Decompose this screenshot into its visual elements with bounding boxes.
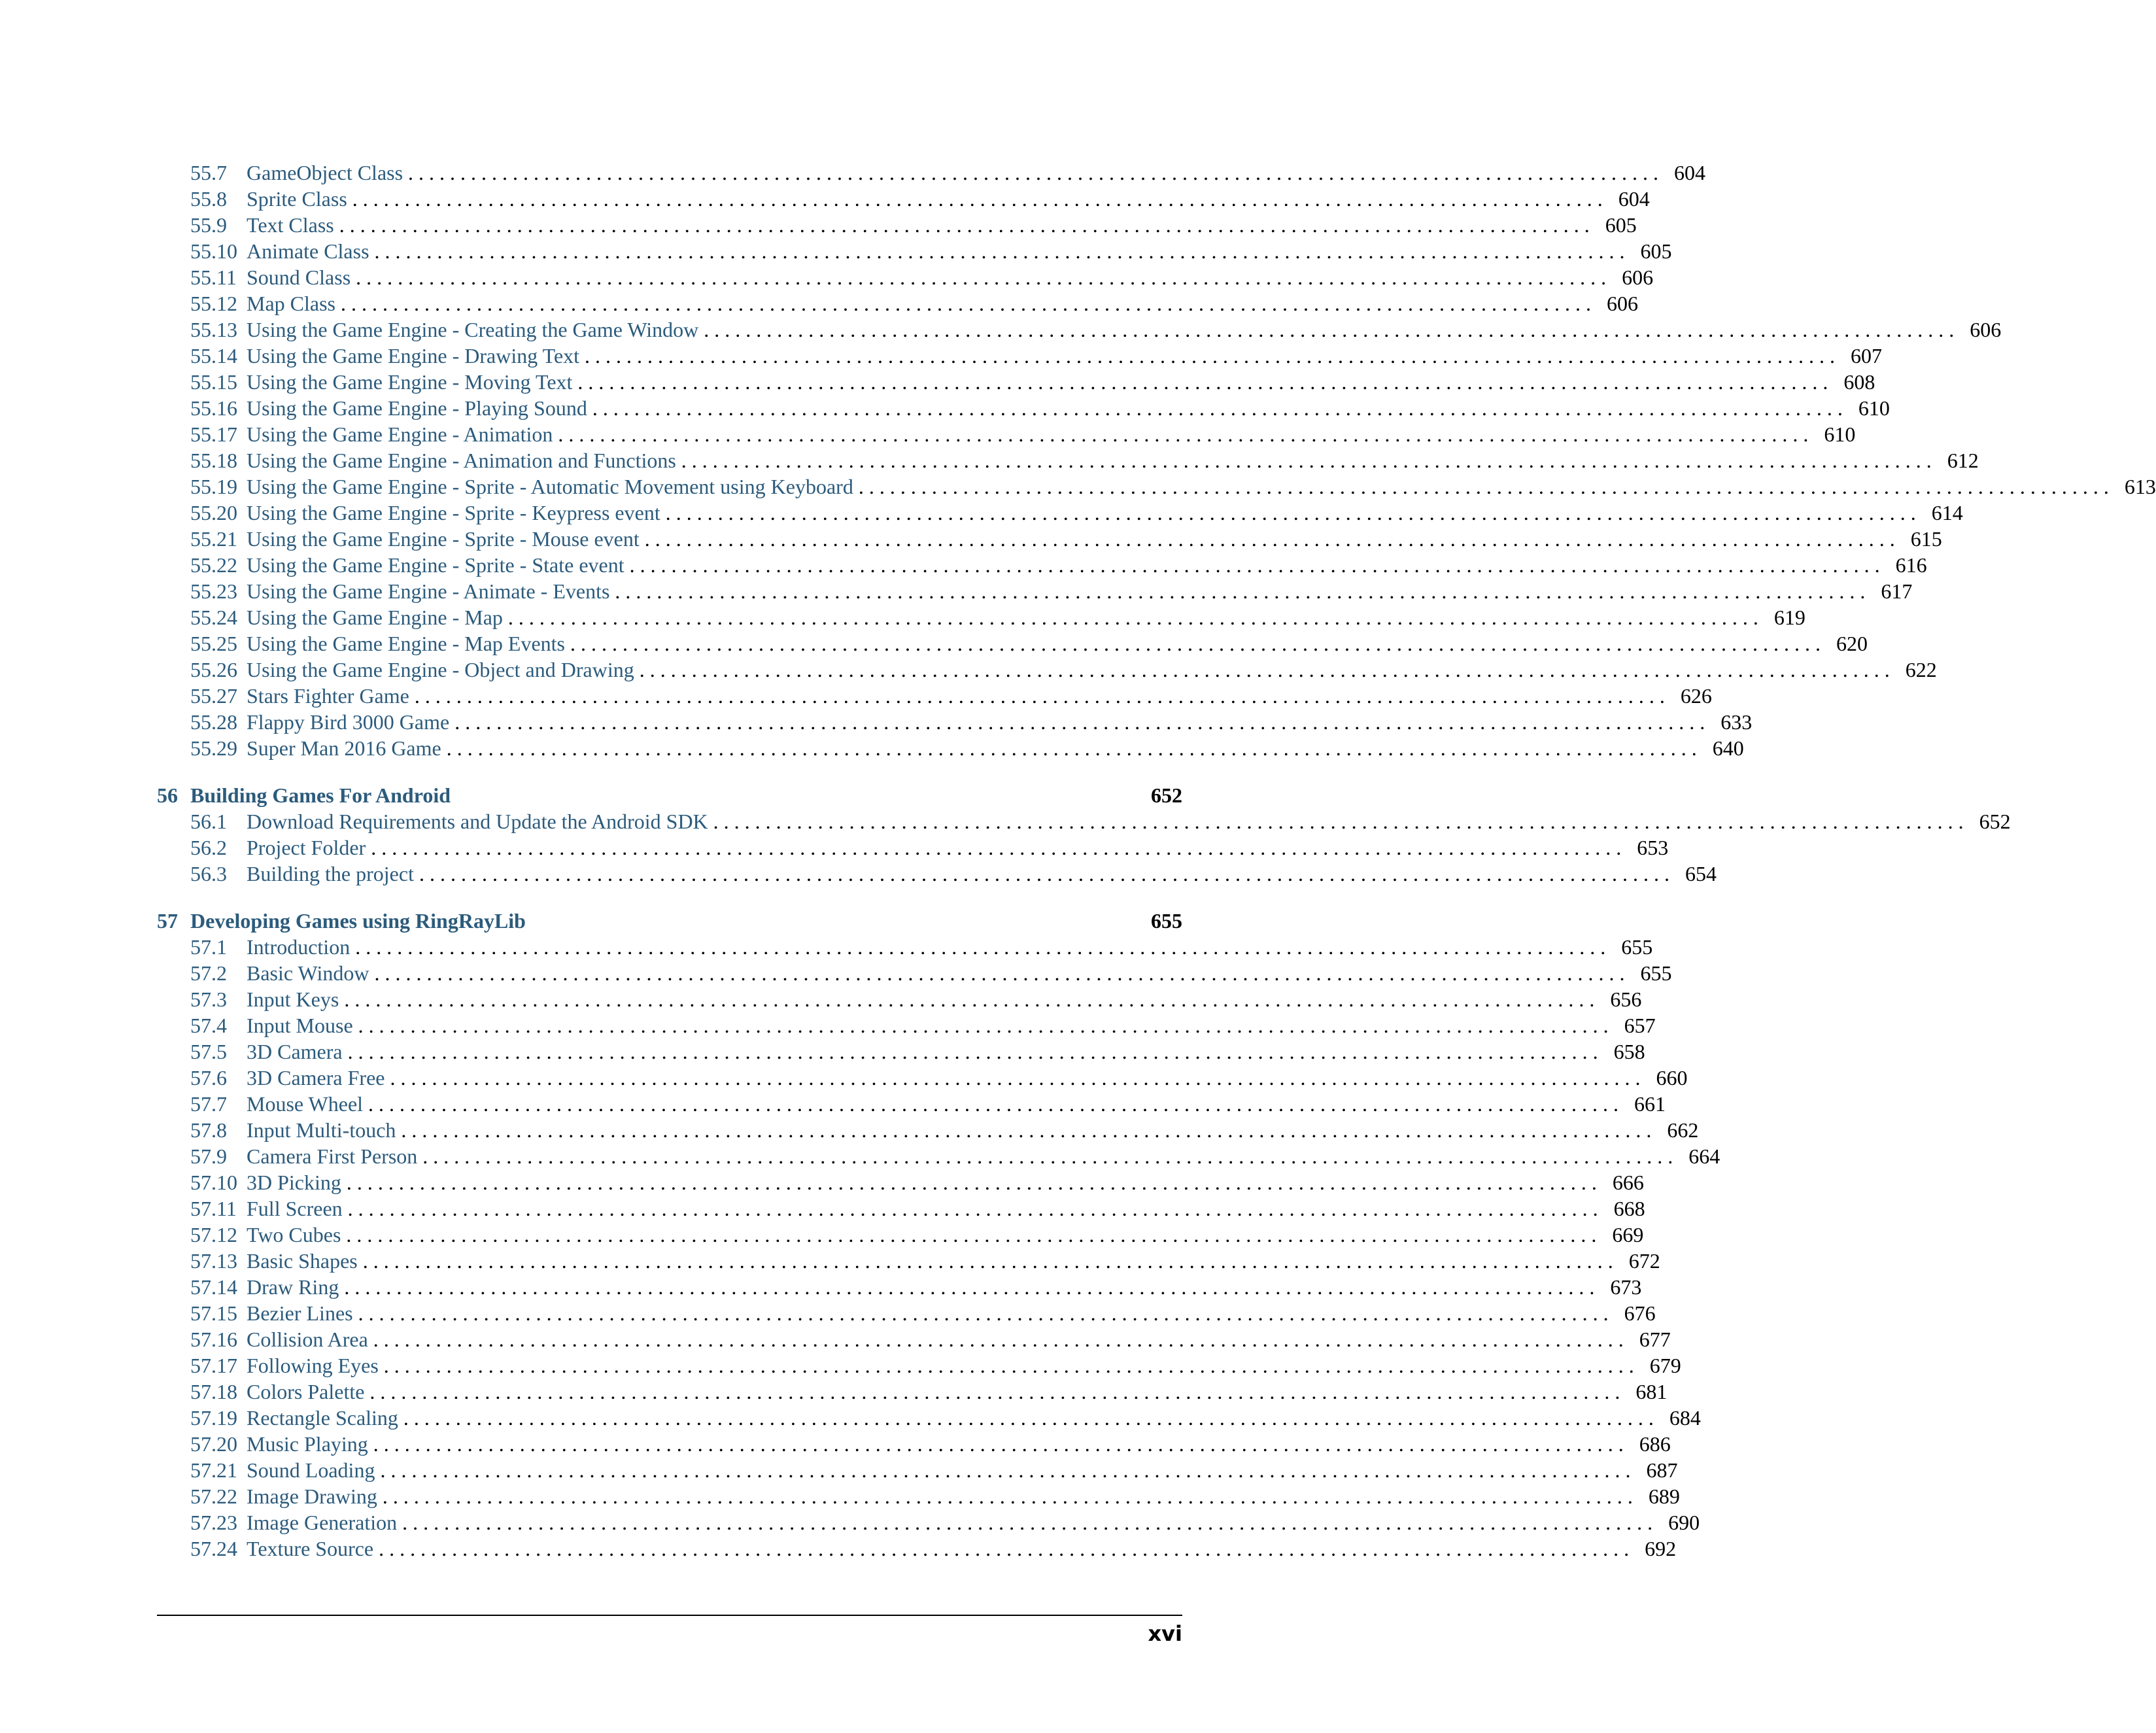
toc-entry-page: 605 bbox=[1605, 213, 1637, 237]
toc-entry[interactable] bbox=[157, 604, 1805, 630]
dot-leader: . . . . . . . . . . . . . . . . . . . . . . . . . . . . . . . . . . . . . . . . . . . . . . . . . . . . . . . . . . . . . . . . . . . . . . . . . . . . . . . . . . . . . . . . . . . . . . . . . . . . . . . . . . . . . . . . . . . . . . . . bbox=[379, 1537, 1630, 1560]
toc-entry-page: 610 bbox=[1824, 422, 1856, 446]
toc-entry-number[interactable]: 56.1 bbox=[190, 810, 227, 833]
toc-entry-number[interactable]: 55.22 bbox=[190, 553, 237, 577]
dot-leader: . . . . . . . . . . . . . . . . . . . . . . . . . . . . . . . . . . . . . . . . . . . . . . . . . . . . . . . . . . . . . . . . . . . . . . . . . . . . . . . . . . . . . . . . . . . . . . . . . . . . . . . . . . . . . . . . . . . . . . . . bbox=[585, 344, 1836, 368]
toc-entry-title[interactable]: 3D Camera bbox=[247, 1040, 343, 1063]
toc-entry[interactable] bbox=[157, 1012, 1656, 1038]
toc-entry-page: 613 bbox=[2124, 475, 2156, 498]
toc-entry-number[interactable]: 57.15 bbox=[190, 1301, 237, 1325]
toc-entry[interactable] bbox=[157, 1222, 1644, 1248]
toc-entry-number[interactable]: 55.8 bbox=[190, 187, 227, 211]
toc-entry-page: 676 bbox=[1624, 1301, 1656, 1325]
toc-entry-title[interactable]: Super Man 2016 Game bbox=[247, 736, 441, 760]
toc-entry-title[interactable]: Project Folder bbox=[247, 836, 366, 859]
toc-entry[interactable] bbox=[157, 1169, 1644, 1195]
dot-leader: . . . . . . . . . . . . . . . . . . . . . . . . . . . . . . . . . . . . . . . . . . . . . . . . . . . . . . . . . . . . . . . . . . . . . . . . . . . . . . . . . . . . . . . . . . . . . . . . . . . . . . . . . . . . . . . . . . . . . . . . bbox=[356, 266, 1607, 289]
toc-entry-number[interactable]: 55.25 bbox=[190, 632, 237, 655]
toc-entry-number[interactable]: 55.11 bbox=[190, 266, 237, 289]
toc-entry[interactable] bbox=[157, 657, 1937, 683]
toc-entry[interactable] bbox=[157, 1117, 1699, 1143]
dot-leader: . . . . . . . . . . . . . . . . . . . . . . . . . . . . . . . . . . . . . . . . . . . . . . . . . . . . . . . . . . . . . . . . . . . . . . . . . . . . . . . . . . . . . . . . . . . . . . . . . . . . . . . . . . . . . . . . . . . . . . . . bbox=[639, 658, 1890, 681]
toc-entry-page: 692 bbox=[1645, 1537, 1677, 1560]
toc-entry-page: 657 bbox=[1624, 1014, 1656, 1037]
toc-entry-number[interactable]: 57.8 bbox=[190, 1118, 227, 1142]
toc-entry-number[interactable]: 57.4 bbox=[190, 1014, 227, 1037]
dot-leader: . . . . . . . . . . . . . . . . . . . . . . . . . . . . . . . . . . . . . . . . . . . . . . . . . . . . . . . . . . . . . . . . . . . . . . . . . . . . . . . . . . . . . . . . . . . . . . . . . . . . . . . . . . . . . . . . . . . . . . . . bbox=[382, 1484, 1633, 1508]
toc-entry-title[interactable]: Mouse Wheel bbox=[247, 1092, 364, 1116]
toc-entry-title[interactable]: Animate Class bbox=[247, 239, 369, 263]
toc-entry-number[interactable]: 57.23 bbox=[190, 1511, 237, 1534]
toc-entry[interactable] bbox=[157, 343, 1883, 369]
toc-entry-title[interactable]: Using the Game Engine - Sprite - Mouse event bbox=[247, 527, 640, 551]
dot-leader: . . . . . . . . . . . . . . . . . . . . . . . . . . . . . . . . . . . . . . . . . . . . . . . . . . . . . . . . . . . . . . . . . . . . . . . . . . . . . . . . . . . . . . . . . . . . . . . . . . . . . . . . . . . . . . . . . . . . . . . . bbox=[358, 1014, 1609, 1037]
dot-leader: . . . . . . . . . . . . . . . . . . . . . . . . . . . . . . . . . . . . . . . . . . . . . . . . . . . . . . . . . . . . . . . . . . . . . . . . . . . . . . . . . . . . . . . . . . . . . . . . . . . . . . . . . . . . . . . . . . . . . . . . bbox=[681, 449, 1932, 472]
dot-leader: . . . . . . . . . . . . . . . . . . . . . . . . . . . . . . . . . . . . . . . . . . . . . . . . . . . . . . . . . . . . . . . . . . . . . . . . . . . . . . . . . . . . . . . . . . . . . . . . . . . . . . . . . . . . . . . . . . . . . . . . bbox=[403, 1406, 1654, 1430]
toc-entry[interactable] bbox=[157, 808, 2011, 834]
toc-entry-page: 669 bbox=[1612, 1223, 1644, 1246]
toc-entry-page: 615 bbox=[1910, 527, 1942, 551]
toc-entry-page: 614 bbox=[1931, 501, 1963, 524]
dot-leader: . . . . . . . . . . . . . . . . . . . . . . . . . . . . . . . . . . . . . . . . . . . . . . . . . . . . . . . . . . . . . . . . . . . . . . . . . . . . . . . . . . . . . . . . . . . . . . . . . . . . . . . . . . . . . . . . . . . . . . . . bbox=[507, 606, 1758, 629]
toc-entry-title[interactable]: Map Class bbox=[247, 292, 335, 315]
toc-entry-number[interactable]: 57.19 bbox=[190, 1406, 237, 1430]
toc-entry-page: 612 bbox=[1947, 449, 1979, 472]
toc-entry-page: 677 bbox=[1639, 1328, 1671, 1351]
dot-leader: . . . . . . . . . . . . . . . . . . . . . . . . . . . . . . . . . . . . . . . . . . . . . . . . . . . . . . . . . . . . . . . . . . . . . . . . . . . . . . . . . . . . . . . . . . . . . . . . . . . . . . . . . . . . . . . . . . . . . . . . bbox=[414, 684, 1665, 708]
toc-entry[interactable] bbox=[157, 264, 1654, 290]
toc-entry[interactable] bbox=[157, 473, 2156, 500]
toc-entry-title[interactable]: Download Requirements and Update the Android SDK bbox=[247, 810, 708, 833]
toc-entry-number[interactable]: 57.13 bbox=[190, 1249, 237, 1273]
toc-entry-number[interactable]: 55.20 bbox=[190, 501, 237, 524]
toc-entry-number[interactable]: 57.2 bbox=[190, 961, 227, 985]
dot-leader: . . . . . . . . . . . . . . . . . . . . . . . . . . . . . . . . . . . . . . . . . . . . . . . . . . . . . . . . . . . . . . . . . . . . . . . . . . . . . . . . . . . . . . . . . . . . . . . . . . . . . . . . . . . . . . . . . . . . . . . . bbox=[346, 1171, 1597, 1194]
toc-entry[interactable] bbox=[157, 1143, 1720, 1169]
toc-entry-title[interactable]: Draw Ring bbox=[247, 1275, 339, 1299]
toc-entry-number[interactable]: 55.13 bbox=[190, 318, 237, 341]
dot-leader: . . . . . . . . . . . . . . . . . . . . . . . . . . . . . . . . . . . . . . . . . . . . . . . . . . . . . . . . . . . . . . . . . . . . . . . . . . . . . . . . . . . . . . . . . . . . . . . . . . . . . . . . . . . . . . . . . . . . . . . . bbox=[380, 1458, 1631, 1482]
dot-leader: . . . . . . . . . . . . . . . . . . . . . . . . . . . . . . . . . . . . . . . . . . . . . . . . . . . . . . . . . . . . . . . . . . . . . . . . . . . . . . . . . . . . . . . . . . . . . . . . . . . . . . . . . . . . . . . . . . . . . . . . bbox=[373, 1432, 1624, 1456]
toc-entry-page: 689 bbox=[1648, 1484, 1680, 1508]
toc-entry-number[interactable]: 55.23 bbox=[190, 579, 237, 603]
toc-entry-number[interactable]: 57.9 bbox=[190, 1144, 227, 1168]
toc-entry-number[interactable]: 55.16 bbox=[190, 396, 237, 420]
toc-entry-title[interactable]: Full Screen bbox=[247, 1197, 343, 1220]
dot-leader: . . . . . . . . . . . . . . . . . . . . . . . . . . . . . . . . . . . . . . . . . . . . . . . . . . . . . . . . . . . . . . . . . . . . . . . . . . . . . . . . . . . . . . . . . . . . . . . . . . . . . . . . . . . . . . . . . . . . . . . . bbox=[346, 1223, 1597, 1246]
toc-entry-number[interactable]: 56.3 bbox=[190, 862, 227, 885]
toc-entry-page: 619 bbox=[1773, 606, 1805, 629]
toc-entry-title[interactable]: Using the Game Engine - Moving Text bbox=[247, 370, 573, 394]
toc-entry[interactable] bbox=[157, 1536, 1677, 1562]
toc-entry-page: 606 bbox=[1970, 318, 2002, 341]
toc-entry-title[interactable]: Input Mouse bbox=[247, 1014, 353, 1037]
toc-entry-title[interactable]: Sprite Class bbox=[247, 187, 347, 211]
toc-entry-title[interactable]: Using the Game Engine - Sprite - Automatic Movement using Keyboard bbox=[247, 475, 853, 498]
toc-entry-page: 633 bbox=[1720, 710, 1753, 734]
dot-leader: . . . . . . . . . . . . . . . . . . . . . . . . . . . . . . . . . . . . . . . . . . . . . . . . . . . . . . . . . . . . . . . . . . . . . . . . . . . . . . . . . . . . . . . . . . . . . . . . . . . . . . . . . . . . . . . . . . . . . . . . bbox=[374, 961, 1625, 985]
toc-entry-number[interactable]: 56.2 bbox=[190, 836, 227, 859]
toc-entry-number[interactable]: 57.21 bbox=[190, 1458, 237, 1482]
toc-entry-title[interactable]: Building the project bbox=[247, 862, 414, 885]
toc-entry-title[interactable]: Texture Source bbox=[247, 1537, 374, 1560]
toc-entry-title[interactable]: Input Keys bbox=[247, 987, 339, 1011]
toc-entry-title[interactable]: Rectangle Scaling bbox=[247, 1406, 398, 1430]
toc-entry-page: 666 bbox=[1612, 1171, 1644, 1194]
toc-entry-title[interactable]: Using the Game Engine - Creating the Game Window bbox=[247, 318, 699, 341]
toc-entry-title[interactable]: Bezier Lines bbox=[247, 1301, 353, 1325]
dot-leader: . . . . . . . . . . . . . . . . . . . . . . . . . . . . . . . . . . . . . . . . . . . . . . . . . . . . . . . . . . . . . . . . . . . . . . . . . . . . . . . . . . . . . . . . . . . . . . . . . . . . . . . . . . . . . . . . . . . . . . . . bbox=[629, 553, 1880, 577]
toc-entry[interactable] bbox=[157, 1352, 1681, 1379]
dot-leader: . . . . . . . . . . . . . . . . . . . . . . . . . . . . . . . . . . . . . . . . . . . . . . . . . . . . . . . . . . . . . . . . . . . . . . . . . . . . . . . . . . . . . . . . . . . . . . . . . . . . . . . . . . . . . . . . . . . . . . . . bbox=[422, 1144, 1673, 1168]
dot-leader: . . . . . . . . . . . . . . . . . . . . . . . . . . . . . . . . . . . . . . . . . . . . . . . . . . . . . . . . . . . . . . . . . . . . . . . . . . . . . . . . . . . . . . . . . . . . . . . . . . . . . . . . . . . . . . . . . . . . . . . . bbox=[454, 710, 1705, 734]
toc-entry-number[interactable]: 57.3 bbox=[190, 987, 227, 1011]
toc-entry[interactable] bbox=[157, 861, 1717, 887]
dot-leader: . . . . . . . . . . . . . . . . . . . . . . . . . . . . . . . . . . . . . . . . . . . . . . . . . . . . . . . . . . . . . . . . . . . . . . . . . . . . . . . . . . . . . . . . . . . . . . . . . . . . . . . . . . . . . . . . . . . . . . . . bbox=[373, 1328, 1624, 1351]
toc-entry[interactable] bbox=[157, 447, 1979, 473]
toc-entry[interactable] bbox=[157, 986, 1642, 1012]
toc-entry-page: 653 bbox=[1637, 836, 1669, 859]
dot-leader: . . . . . . . . . . . . . . . . . . . . . . . . . . . . . . . . . . . . . . . . . . . . . . . . . . . . . . . . . . . . . . . . . . . . . . . . . . . . . . . . . . . . . . . . . . . . . . . . . . . . . . . . . . . . . . . . . . . . . . . . bbox=[558, 422, 1809, 446]
dot-leader: . . . . . . . . . . . . . . . . . . . . . . . . . . . . . . . . . . . . . . . . . . . . . . . . . . . . . . . . . . . . . . . . . . . . . . . . . . . . . . . . . . . . . . . . . . . . . . . . . . . . . . . . . . . . . . . . . . . . . . . . bbox=[402, 1511, 1653, 1534]
toc-entry-page: 654 bbox=[1685, 862, 1717, 885]
toc-entry-page: 684 bbox=[1669, 1406, 1701, 1430]
toc-chapter-number[interactable]: 57 bbox=[157, 909, 178, 933]
footer-rule bbox=[157, 1615, 1182, 1616]
toc-entry-title[interactable]: Using the Game Engine - Map bbox=[247, 606, 503, 629]
toc-entry-page: 604 bbox=[1674, 161, 1706, 184]
toc-entry[interactable] bbox=[157, 160, 1706, 186]
dot-leader: . . . . . . . . . . . . . . . . . . . . . . . . . . . . . . . . . . . . . . . . . . . . . . . . . . . . . . . . . . . . . . . . . . . . . . . . . . . . . . . . . . . . . . . . . . . . . . . . . . . . . . . . . . . . . . . . . . . . . . . . bbox=[401, 1118, 1652, 1142]
toc-entry-page: 672 bbox=[1628, 1249, 1660, 1273]
toc-entry-page: 673 bbox=[1610, 1275, 1642, 1299]
toc-entry-title[interactable]: Basic Shapes bbox=[247, 1249, 358, 1273]
toc-entry[interactable] bbox=[157, 212, 1637, 238]
toc-entry[interactable] bbox=[157, 421, 1856, 447]
toc-entry[interactable] bbox=[157, 552, 1927, 578]
toc-entry-title[interactable]: Using the Game Engine - Animation bbox=[247, 422, 553, 446]
toc-entry[interactable] bbox=[157, 395, 1890, 421]
toc-entry-page: 664 bbox=[1688, 1144, 1720, 1168]
toc-entry[interactable] bbox=[157, 1038, 1645, 1065]
toc-entry-title[interactable]: Input Multi-touch bbox=[247, 1118, 396, 1142]
toc-entry-number[interactable]: 55.28 bbox=[190, 710, 237, 734]
toc-entry[interactable] bbox=[157, 526, 1942, 552]
toc-entry[interactable] bbox=[157, 1405, 1701, 1431]
toc-entry-page: 610 bbox=[1858, 396, 1890, 420]
toc-entry-number[interactable]: 55.7 bbox=[190, 161, 227, 184]
toc-entry[interactable] bbox=[157, 1509, 1700, 1536]
dot-leader: . . . . . . . . . . . . . . . . . . . . . . . . . . . . . . . . . . . . . . . . . . . . . . . . . . . . . . . . . . . . . . . . . . . . . . . . . . . . . . . . . . . . . . . . . . . . . . . . . . . . . . . . . . . . . . . . . . . . . . . . bbox=[355, 935, 1606, 959]
toc-entry-title[interactable]: Image Drawing bbox=[247, 1484, 377, 1508]
toc-entry-title[interactable]: Collision Area bbox=[247, 1328, 368, 1351]
dot-leader: . . . . . . . . . . . . . . . . . . . . . . . . . . . . . . . . . . . . . . . . . . . . . . . . . . . . . . . . . . . . . . . . . . . . . . . . . . . . . . . . . . . . . . . . . . . . . . . . . . . . . . . . . . . . . . . . . . . . . . . . bbox=[577, 370, 1828, 394]
toc-entry-page: 660 bbox=[1656, 1066, 1688, 1090]
toc-entry-page: 616 bbox=[1895, 553, 1927, 577]
toc-entry-page: 661 bbox=[1634, 1092, 1666, 1116]
toc-entry[interactable] bbox=[157, 317, 2002, 343]
toc-entry-number[interactable]: 55.24 bbox=[190, 606, 237, 629]
toc-entry-title[interactable]: Music Playing bbox=[247, 1432, 368, 1456]
toc-entry-title[interactable]: GameObject Class bbox=[247, 161, 403, 184]
dot-leader: . . . . . . . . . . . . . . . . . . . . . . . . . . . . . . . . . . . . . . . . . . . . . . . . . . . . . . . . . . . . . . . . . . . . . . . . . . . . . . . . . . . . . . . . . . . . . . . . . . . . . . . . . . . . . . . . . . . . . . . . bbox=[390, 1066, 1641, 1090]
toc-entry-page: 681 bbox=[1635, 1380, 1668, 1403]
dot-leader: . . . . . . . . . . . . . . . . . . . . . . . . . . . . . . . . . . . . . . . . . . . . . . . . . . . . . . . . . . . . . . . . . . . . . . . . . . . . . . . . . . . . . . . . . . . . . . . . . . . . . . . . . . . . . . . . . . . . . . . . bbox=[344, 1275, 1595, 1299]
toc-entry-number[interactable]: 55.27 bbox=[190, 684, 237, 708]
toc-entry-number[interactable]: 57.24 bbox=[190, 1537, 237, 1560]
toc-entry[interactable] bbox=[157, 1457, 1678, 1483]
toc-entry[interactable] bbox=[157, 369, 1875, 395]
toc-entry-number[interactable]: 57.18 bbox=[190, 1380, 237, 1403]
toc-entry-title[interactable]: Introduction bbox=[247, 935, 351, 959]
toc-entry-page: 606 bbox=[1622, 266, 1654, 289]
dot-leader: . . . . . . . . . . . . . . . . . . . . . . . . . . . . . . . . . . . . . . . . . . . . . . . . . . . . . . . . . . . . . . . . . . . . . . . . . . . . . . . . . . . . . . . . . . . . . . . . . . . . . . . . . . . . . . . . . . . . . . . . bbox=[592, 396, 1843, 420]
dot-leader: . . . . . . . . . . . . . . . . . . . . . . . . . . . . . . . . . . . . . . . . . . . . . . . . . . . . . . . . . . . . . . . . . . . . . . . . . . . . . . . . . . . . . . . . . . . . . . . . . . . . . . . . . . . . . . . . . . . . . . . . bbox=[665, 501, 1916, 524]
toc-entry-page: 606 bbox=[1607, 292, 1638, 315]
dot-leader: . . . . . . . . . . . . . . . . . . . . . . . . . . . . . . . . . . . . . . . . . . . . . . . . . . . . . . . . . . . . . . . . . . . . . . . . . . . . . . . . . . . . . . . . . . . . . . . . . . . . . . . . . . . . . . . . . . . . . . . . bbox=[704, 318, 1955, 341]
toc-entry[interactable] bbox=[157, 578, 1913, 604]
toc-entry[interactable] bbox=[157, 1300, 1656, 1326]
toc-entry-number[interactable]: 57.12 bbox=[190, 1223, 237, 1246]
toc-entry-page: 652 bbox=[1979, 810, 2011, 833]
dot-leader: . . . . . . . . . . . . . . . . . . . . . . . . . . . . . . . . . . . . . . . . . . . . . . . . . . . . . . . . . . . . . . . . . . . . . . . . . . . . . . . . . . . . . . . . . . . . . . . . . . . . . . . . . . . . . . . . . . . . . . . . bbox=[383, 1354, 1634, 1377]
toc-entry-number[interactable]: 57.6 bbox=[190, 1066, 227, 1090]
toc-entry[interactable] bbox=[157, 735, 1744, 761]
dot-leader: . . . . . . . . . . . . . . . . . . . . . . . . . . . . . . . . . . . . . . . . . . . . . . . . . . . . . . . . . . . . . . . . . . . . . . . . . . . . . . . . . . . . . . . . . . . . . . . . . . . . . . . . . . . . . . . . . . . . . . . . bbox=[570, 632, 1821, 655]
toc-entry-title[interactable]: Basic Window bbox=[247, 961, 369, 985]
toc-entry[interactable] bbox=[157, 1379, 1668, 1405]
toc-entry-number[interactable]: 55.14 bbox=[190, 344, 237, 368]
toc-entry[interactable] bbox=[157, 630, 1868, 657]
toc-entry-title[interactable]: Stars Fighter Game bbox=[247, 684, 409, 708]
toc-entry[interactable] bbox=[157, 934, 1653, 960]
toc-entry-title[interactable]: 3D Picking bbox=[247, 1171, 341, 1194]
dot-leader: . . . . . . . . . . . . . . . . . . . . . . . . . . . . . . . . . . . . . . . . . . . . . . . . . . . . . . . . . . . . . . . . . . . . . . . . . . . . . . . . . . . . . . . . . . . . . . . . . . . . . . . . . . . . . . . . . . . . . . . . bbox=[858, 475, 2109, 498]
toc-entry[interactable] bbox=[157, 1274, 1642, 1300]
toc-chapter-title[interactable]: Building Games For Android bbox=[190, 783, 451, 807]
dot-leader: . . . . . . . . . . . . . . . . . . . . . . . . . . . . . . . . . . . . . . . . . . . . . . . . . . . . . . . . . . . . . . . . . . . . . . . . . . . . . . . . . . . . . . . . . . . . . . . . . . . . . . . . . . . . . . . . . . . . . . . . bbox=[371, 836, 1622, 859]
toc-chapter[interactable] bbox=[157, 782, 1182, 808]
toc-entry-title[interactable]: Image Generation bbox=[247, 1511, 398, 1534]
toc-entry-number[interactable]: 55.18 bbox=[190, 449, 237, 472]
toc-entry-number[interactable]: 57.7 bbox=[190, 1092, 227, 1116]
toc-entry-number[interactable]: 55.12 bbox=[190, 292, 237, 315]
toc-entry-title[interactable]: 3D Camera Free bbox=[247, 1066, 385, 1090]
toc-entry-title[interactable]: Using the Game Engine - Playing Sound bbox=[247, 396, 587, 420]
dot-leader: . . . . . . . . . . . . . . . . . . . . . . . . . . . . . . . . . . . . . . . . . . . . . . . . . . . . . . . . . . . . . . . . . . . . . . . . . . . . . . . . . . . . . . . . . . . . . . . . . . . . . . . . . . . . . . . . . . . . . . . . bbox=[713, 810, 1964, 833]
toc-entry-number[interactable]: 57.11 bbox=[190, 1197, 237, 1220]
toc-entry-number[interactable]: 55.9 bbox=[190, 213, 227, 237]
toc-entry-page: 662 bbox=[1667, 1118, 1699, 1142]
dot-leader: . . . . . . . . . . . . . . . . . . . . . . . . . . . . . . . . . . . . . . . . . . . . . . . . . . . . . . . . . . . . . . . . . . . . . . . . . . . . . . . . . . . . . . . . . . . . . . . . . . . . . . . . . . . . . . . . . . . . . . . . bbox=[615, 579, 1866, 603]
toc-entry[interactable] bbox=[157, 1483, 1680, 1509]
toc-entry[interactable] bbox=[157, 709, 1753, 735]
toc-entry-title[interactable]: Using the Game Engine - Drawing Text bbox=[247, 344, 580, 368]
toc-entry[interactable] bbox=[157, 960, 1672, 986]
toc-chapter[interactable] bbox=[157, 908, 1182, 934]
toc-entry-page: 626 bbox=[1680, 684, 1712, 708]
toc-entry[interactable] bbox=[157, 834, 1669, 861]
toc-entry[interactable] bbox=[157, 238, 1672, 264]
toc-entry-title[interactable]: Sound Loading bbox=[247, 1458, 375, 1482]
toc-entry[interactable] bbox=[157, 1326, 1671, 1352]
toc-entry-page: 690 bbox=[1668, 1511, 1700, 1534]
dot-leader: . . . . . . . . . . . . . . . . . . . . . . . . . . . . . . . . . . . . . . . . . . . . . . . . . . . . . . . . . . . . . . . . . . . . . . . . . . . . . . . . . . . . . . . . . . . . . . . . . . . . . . . . . . . . . . . . . . . . . . . . bbox=[339, 213, 1590, 237]
dot-leader: . . . . . . . . . . . . . . . . . . . . . . . . . . . . . . . . . . . . . . . . . . . . . . . . . . . . . . . . . . . . . . . . . . . . . . . . . . . . . . . . . . . . . . . . . . . . . . . . . . . . . . . . . . . . . . . . . . . . . . . . bbox=[369, 1380, 1620, 1403]
toc-entry[interactable] bbox=[157, 1195, 1645, 1222]
dot-leader: . . . . . . . . . . . . . . . . . . . . . . . . . . . . . . . . . . . . . . . . . . . . . . . . . . . . . . . . . . . . . . . . . . . . . . . . . . . . . . . . . . . . . . . . . . . . . . . . . . . . . . . . . . . . . . . . . . . . . . . . bbox=[352, 187, 1603, 211]
toc-chapter-title[interactable]: Developing Games using RingRayLib bbox=[190, 909, 526, 933]
toc-entry-page: 687 bbox=[1646, 1458, 1678, 1482]
toc-entry-page: 604 bbox=[1618, 187, 1650, 211]
toc-entry-number[interactable]: 55.15 bbox=[190, 370, 237, 394]
dot-leader: . . . . . . . . . . . . . . . . . . . . . . . . . . . . . . . . . . . . . . . . . . . . . . . . . . . . . . . . . . . . . . . . . . . . . . . . . . . . . . . . . . . . . . . . . . . . . . . . . . . . . . . . . . . . . . . . . . . . . . . . bbox=[419, 862, 1669, 885]
toc-entry-title[interactable]: Using the Game Engine - Animation and Functions bbox=[247, 449, 676, 472]
toc-entry-number[interactable]: 55.19 bbox=[190, 475, 237, 498]
toc-entry-page: 658 bbox=[1613, 1040, 1645, 1063]
toc-entry-number[interactable]: 55.21 bbox=[190, 527, 237, 551]
toc-entry-number[interactable]: 57.16 bbox=[190, 1328, 237, 1351]
toc-entry-title[interactable]: Text Class bbox=[247, 213, 334, 237]
dot-leader: . . . . . . . . . . . . . . . . . . . . . . . . . . . . . . . . . . . . . . . . . . . . . . . . . . . . . . . . . . . . . . . . . . . . . . . . . . . . . . . . . . . . . . . . . . . . . . . . . . . . . . . . . . . . . . . . . . . . . . . . bbox=[408, 161, 1659, 184]
toc-entry-page: 640 bbox=[1712, 736, 1744, 760]
dot-leader: . . . . . . . . . . . . . . . . . . . . . . . . . . . . . . . . . . . . . . . . . . . . . . . . . . . . . . . . . . . . . . . . . . . . . . . . . . . . . . . . . . . . . . . . . . . . . . . . . . . . . . . . . . . . . . . . . . . . . . . . bbox=[347, 1040, 1598, 1063]
toc-entry-title[interactable]: Using the Game Engine - Map Events bbox=[247, 632, 565, 655]
toc-entry-number[interactable]: 55.29 bbox=[190, 736, 237, 760]
toc-entry[interactable] bbox=[157, 1431, 1671, 1457]
dot-leader: . . . . . . . . . . . . . . . . . . . . . . . . . . . . . . . . . . . . . . . . . . . . . . . . . . . . . . . . . . . . . . . . . . . . . . . . . . . . . . . . . . . . . . . . . . . . . . . . . . . . . . . . . . . . . . . . . . . . . . . . bbox=[347, 1197, 1598, 1220]
toc-entry-number[interactable]: 57.1 bbox=[190, 935, 227, 959]
toc-entry-page: 655 bbox=[1640, 961, 1672, 985]
toc-entry-title[interactable]: Two Cubes bbox=[247, 1223, 341, 1246]
dot-leader: . . . . . . . . . . . . . . . . . . . . . . . . . . . . . . . . . . . . . . . . . . . . . . . . . . . . . . . . . . . . . . . . . . . . . . . . . . . . . . . . . . . . . . . . . . . . . . . . . . . . . . . . . . . . . . . . . . . . . . . . bbox=[374, 239, 1625, 263]
toc-entry[interactable] bbox=[157, 186, 1650, 212]
toc-entry-title[interactable]: Using the Game Engine - Animate - Events bbox=[247, 579, 610, 603]
toc-entry-page: 620 bbox=[1836, 632, 1868, 655]
toc-chapter-page: 652 bbox=[1151, 783, 1182, 807]
toc-entry-page: 679 bbox=[1649, 1354, 1681, 1377]
footer-page-number: xvi bbox=[1148, 1621, 1182, 1646]
toc-entry-title[interactable]: Sound Class bbox=[247, 266, 351, 289]
toc-entry-title[interactable]: Flappy Bird 3000 Game bbox=[247, 710, 450, 734]
toc-entry[interactable] bbox=[157, 1091, 1666, 1117]
dot-leader: . . . . . . . . . . . . . . . . . . . . . . . . . . . . . . . . . . . . . . . . . . . . . . . . . . . . . . . . . . . . . . . . . . . . . . . . . . . . . . . . . . . . . . . . . . . . . . . . . . . . . . . . . . . . . . . . . . . . . . . . bbox=[358, 1301, 1609, 1325]
toc-entry-number[interactable]: 57.22 bbox=[190, 1484, 237, 1508]
dot-leader: . . . . . . . . . . . . . . . . . . . . . . . . . . . . . . . . . . . . . . . . . . . . . . . . . . . . . . . . . . . . . . . . . . . . . . . . . . . . . . . . . . . . . . . . . . . . . . . . . . . . . . . . . . . . . . . . . . . . . . . . bbox=[362, 1249, 1613, 1273]
toc-entry-number[interactable]: 55.17 bbox=[190, 422, 237, 446]
dot-leader: . . . . . . . . . . . . . . . . . . . . . . . . . . . . . . . . . . . . . . . . . . . . . . . . . . . . . . . . . . . . . . . . . . . . . . . . . . . . . . . . . . . . . . . . . . . . . . . . . . . . . . . . . . . . . . . . . . . . . . . . bbox=[644, 527, 1895, 551]
toc-entry-title[interactable]: Using the Game Engine - Object and Drawing bbox=[247, 658, 634, 681]
toc-entry[interactable] bbox=[157, 1065, 1688, 1091]
table-of-contents bbox=[157, 160, 2156, 1562]
toc-entry-page: 668 bbox=[1613, 1197, 1645, 1220]
toc-entry-number[interactable]: 55.10 bbox=[190, 239, 237, 263]
toc-entry-number[interactable]: 57.14 bbox=[190, 1275, 237, 1299]
toc-entry-page: 686 bbox=[1639, 1432, 1671, 1456]
toc-chapter-page: 655 bbox=[1151, 909, 1182, 933]
toc-entry-title[interactable]: Camera First Person bbox=[247, 1144, 418, 1168]
toc-entry-title[interactable]: Using the Game Engine - Sprite - State event bbox=[247, 553, 625, 577]
toc-entry-page: 622 bbox=[1905, 658, 1937, 681]
toc-entry[interactable] bbox=[157, 500, 1963, 526]
toc-entry-title[interactable]: Colors Palette bbox=[247, 1380, 365, 1403]
toc-entry-number[interactable]: 57.5 bbox=[190, 1040, 227, 1063]
toc-entry-page: 605 bbox=[1640, 239, 1672, 263]
toc-entry-page: 607 bbox=[1851, 344, 1883, 368]
dot-leader: . . . . . . . . . . . . . . . . . . . . . . . . . . . . . . . . . . . . . . . . . . . . . . . . . . . . . . . . . . . . . . . . . . . . . . . . . . . . . . . . . . . . . . . . . . . . . . . . . . . . . . . . . . . . . . . . . . . . . . . . bbox=[341, 292, 1591, 315]
toc-entry-number[interactable]: 57.20 bbox=[190, 1432, 237, 1456]
toc-entry-title[interactable]: Following Eyes bbox=[247, 1354, 379, 1377]
toc-entry-page: 608 bbox=[1843, 370, 1875, 394]
toc-entry-number[interactable]: 57.10 bbox=[190, 1171, 237, 1194]
dot-leader: . . . . . . . . . . . . . . . . . . . . . . . . . . . . . . . . . . . . . . . . . . . . . . . . . . . . . . . . . . . . . . . . . . . . . . . . . . . . . . . . . . . . . . . . . . . . . . . . . . . . . . . . . . . . . . . . . . . . . . . . bbox=[446, 736, 1697, 760]
toc-entry[interactable] bbox=[157, 683, 1712, 709]
toc-entry-page: 617 bbox=[1881, 579, 1913, 603]
toc-entry[interactable] bbox=[157, 290, 1638, 317]
toc-entry-title[interactable]: Using the Game Engine - Sprite - Keypress event bbox=[247, 501, 660, 524]
toc-entry[interactable] bbox=[157, 1248, 1660, 1274]
dot-leader: . . . . . . . . . . . . . . . . . . . . . . . . . . . . . . . . . . . . . . . . . . . . . . . . . . . . . . . . . . . . . . . . . . . . . . . . . . . . . . . . . . . . . . . . . . . . . . . . . . . . . . . . . . . . . . . . . . . . . . . . bbox=[344, 987, 1595, 1011]
toc-entry-number[interactable]: 55.26 bbox=[190, 658, 237, 681]
toc-entry-page: 656 bbox=[1610, 987, 1642, 1011]
dot-leader: . . . . . . . . . . . . . . . . . . . . . . . . . . . . . . . . . . . . . . . . . . . . . . . . . . . . . . . . . . . . . . . . . . . . . . . . . . . . . . . . . . . . . . . . . . . . . . . . . . . . . . . . . . . . . . . . . . . . . . . . bbox=[368, 1092, 1619, 1116]
toc-entry-number[interactable]: 57.17 bbox=[190, 1354, 237, 1377]
toc-chapter-number[interactable]: 56 bbox=[157, 783, 178, 807]
toc-entry-page: 655 bbox=[1621, 935, 1653, 959]
